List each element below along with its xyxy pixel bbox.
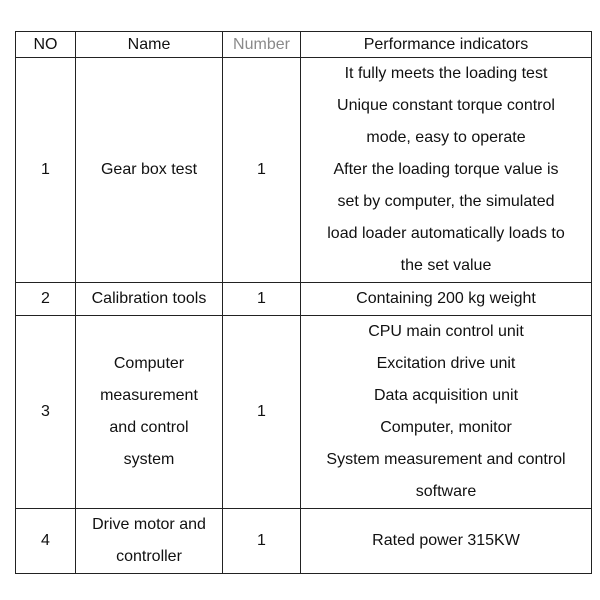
cell-performance <box>301 283 592 316</box>
cell-name <box>76 509 223 574</box>
cell-name <box>76 316 223 509</box>
table-row <box>16 509 592 574</box>
performance-line: After the loading torque value is <box>333 161 559 178</box>
performance-line: Unique constant torque control <box>337 97 555 114</box>
performance-line: Containing 200 kg weight <box>356 290 536 307</box>
cell-name <box>76 283 223 316</box>
name-line: controller <box>116 548 182 565</box>
cell-performance <box>301 509 592 574</box>
performance-line: Computer, monitor <box>380 419 512 436</box>
cell-name <box>76 58 223 283</box>
name-line: Computer <box>113 355 185 372</box>
performance-line: Excitation drive unit <box>376 355 516 372</box>
performance-line: software <box>415 483 477 500</box>
cell-number: 1 <box>223 58 301 283</box>
cell-number: 1 <box>223 283 301 316</box>
performance-line: CPU main control unit <box>368 323 524 340</box>
cell-number: 1 <box>223 509 301 574</box>
equipment-spec-table <box>15 31 592 574</box>
header-performance-indicators: Performance indicators <box>301 32 592 58</box>
cell-no: 2 <box>16 283 76 316</box>
name-line: Calibration tools <box>91 290 207 307</box>
cell-no: 1 <box>16 58 76 283</box>
performance-line: set by computer, the simulated <box>337 193 555 210</box>
performance-line: It fully meets the loading test <box>344 65 548 82</box>
header-number: Number <box>223 32 301 58</box>
header-name: Name <box>76 32 223 58</box>
header-no: NO <box>16 32 76 58</box>
name-line: and control <box>109 419 189 436</box>
cell-performance <box>301 316 592 509</box>
name-line: Gear box test <box>100 161 198 178</box>
performance-line: mode, easy to operate <box>366 129 526 146</box>
performance-line: Data acquisition unit <box>373 387 519 404</box>
table-row <box>16 316 592 509</box>
table-row <box>16 58 592 283</box>
name-line: Drive motor and <box>92 516 206 533</box>
cell-number: 1 <box>223 316 301 509</box>
performance-line: load loader automatically loads to <box>327 225 565 242</box>
table-row <box>16 283 592 316</box>
table-header-row <box>16 32 592 58</box>
cell-no: 3 <box>16 316 76 509</box>
performance-line: the set value <box>400 257 492 274</box>
name-line: measurement <box>100 387 198 404</box>
cell-no: 4 <box>16 509 76 574</box>
performance-line: System measurement and control <box>326 451 566 468</box>
cell-performance <box>301 58 592 283</box>
name-line: system <box>123 451 175 468</box>
performance-line: Rated power 315KW <box>372 532 520 549</box>
